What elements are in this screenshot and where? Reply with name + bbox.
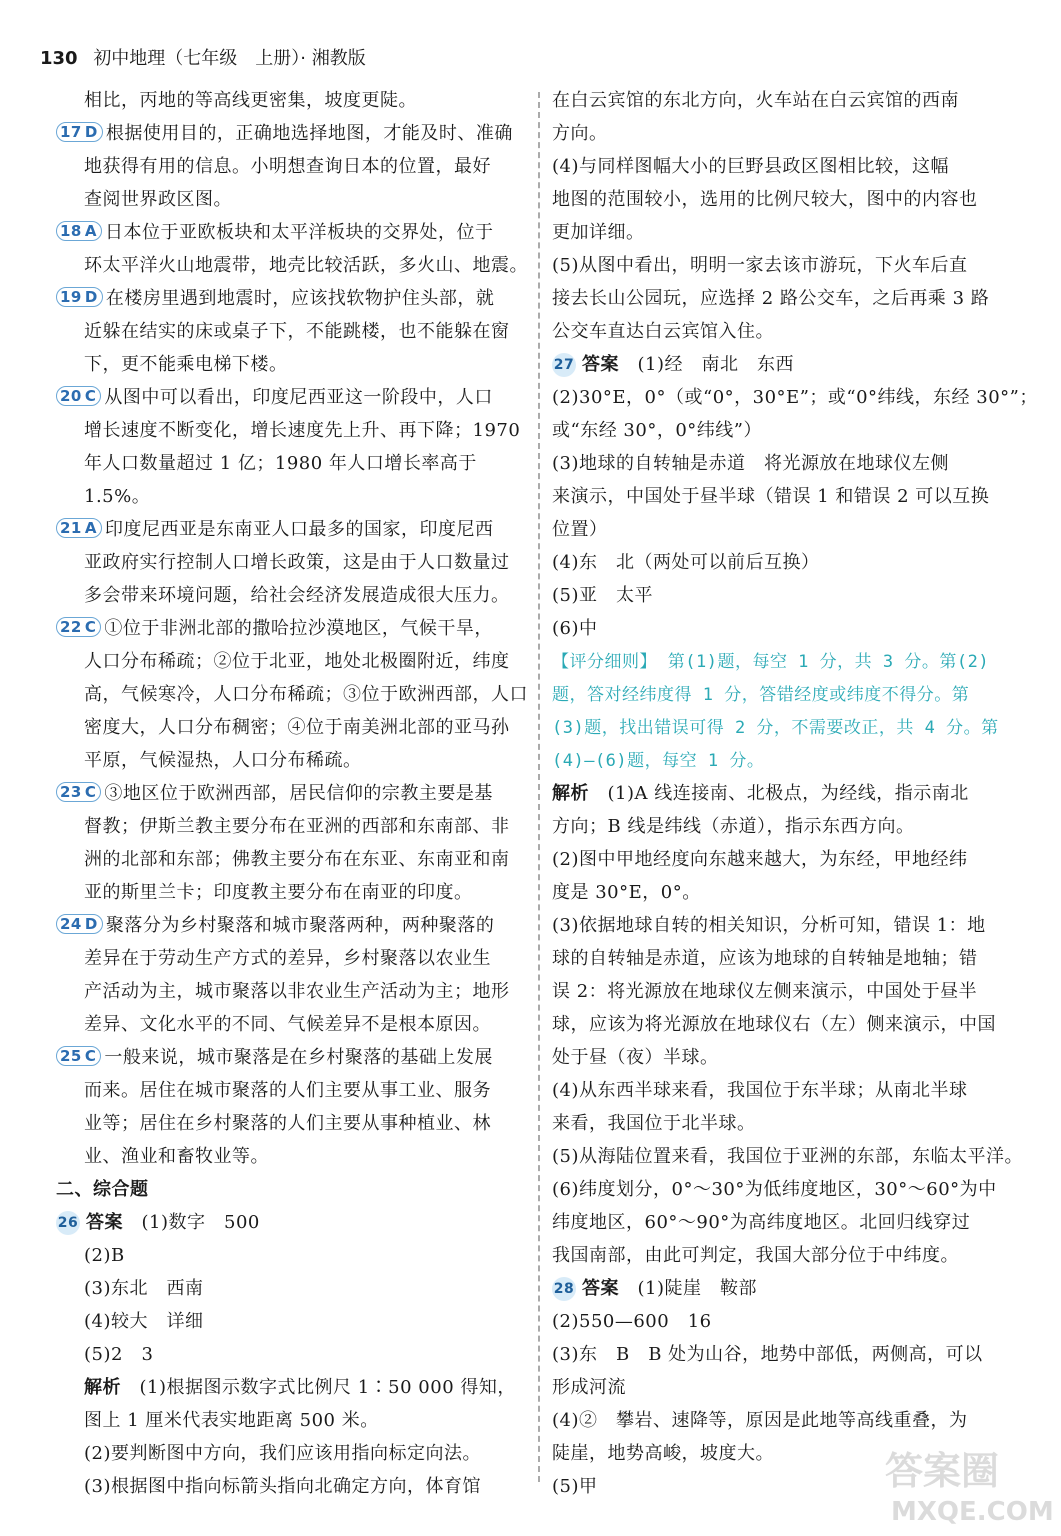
body-text: (5)甲 xyxy=(552,1476,598,1497)
text-line xyxy=(552,1305,1022,1338)
text-line xyxy=(552,975,1022,1008)
body-text: 查阅世界政区图。 xyxy=(84,189,232,210)
answer-letter: D xyxy=(84,915,98,933)
question-number-badge xyxy=(56,1046,101,1066)
body-text: 印度尼西亚是东南亚人口最多的国家，印度尼西 xyxy=(104,519,494,540)
text-line xyxy=(552,150,1022,183)
body-text: 或“东经 30°，0°纬线”） xyxy=(552,420,762,441)
body-text: 下，更不能乘电梯下楼。 xyxy=(84,354,288,375)
body-text: 近躲在结实的床或桌子下，不能跳楼，也不能躲在窗 xyxy=(84,321,510,342)
text-line xyxy=(56,84,522,117)
text-line xyxy=(56,414,522,447)
body-text: (3)根据图中指向标箭头指向北确定方向，体育馆 xyxy=(84,1476,481,1497)
body-text: (4)从东西半球来看，我国位于东半球；从南北半球 xyxy=(552,1080,968,1101)
body-text: (1)数字 500 xyxy=(123,1212,260,1233)
text-line xyxy=(552,645,1022,678)
question-number-badge xyxy=(56,221,102,241)
body-text: 日本位于亚欧板块和太平洋板块的交界处，位于 xyxy=(104,222,494,243)
section-heading: 二、综合题 xyxy=(56,1179,149,1200)
question-number-badge xyxy=(56,617,101,637)
question-number-circle: 26 xyxy=(56,1211,80,1235)
text-line xyxy=(56,1437,522,1470)
text-line xyxy=(552,381,1038,414)
body-text: 根据使用目的，正确地选择地图，才能及时、准确 xyxy=(105,123,513,144)
body-text: 度是 30°E，0°。 xyxy=(552,882,701,903)
text-line xyxy=(56,579,522,612)
body-text: (1)陡崖 鞍部 xyxy=(619,1278,757,1299)
text-line xyxy=(56,381,522,414)
body-text: 在楼房里遇到地震时，应该找软物护住头部，就 xyxy=(105,288,495,309)
body-text: 差异在于劳动生产方式的差异，乡村聚落以农业生 xyxy=(84,948,491,969)
body-text: 球的自转轴是赤道，应该为地球的自转轴是地轴；错 xyxy=(552,948,978,969)
body-text: 1.5%。 xyxy=(84,486,151,507)
body-text: (4)东 北（两处可以前后互换） xyxy=(552,552,820,573)
watermark-url: MXQE.COM xyxy=(891,1497,1054,1527)
text-line xyxy=(56,447,522,480)
text-line xyxy=(56,909,522,942)
text-line xyxy=(56,1371,522,1404)
body-text: 洲的北部和东部；佛教主要分布在东亚、东南亚和南 xyxy=(84,849,510,870)
text-line xyxy=(552,942,1022,975)
text-line xyxy=(56,1272,522,1305)
body-text: 业、渔业和畜牧业等。 xyxy=(84,1146,269,1167)
text-line xyxy=(56,216,522,249)
body-text: (5)从图中看出，明明一家去该市游玩，下火车后直 xyxy=(552,255,968,276)
body-text: (2)30°E，0°（或“0°，30°E”；或“0°纬线，东经 30°”； xyxy=(552,387,1038,408)
text-line xyxy=(552,480,1022,513)
body-text: (4)与同样图幅大小的巨野县政区图相比较，这幅 xyxy=(552,156,949,177)
answer-label: 答案 xyxy=(582,1278,619,1299)
text-line xyxy=(56,315,522,348)
body-text: (6)纬度划分，0°～30°为低纬度地区，30°～60°为中 xyxy=(552,1179,997,1200)
body-text: 陡崖，地势高峻，坡度大。 xyxy=(552,1443,774,1464)
body-text: (2)图中甲地经度向东越来越大，为东经，甲地经纬 xyxy=(552,849,968,870)
body-text: (3)依据地球自转的相关知识，分析可知，错误 1：地 xyxy=(552,915,986,936)
page-number: 130 xyxy=(40,48,78,69)
body-text: 来看，我国位于北半球。 xyxy=(552,1113,756,1134)
text-line xyxy=(552,1206,1022,1239)
text-line xyxy=(56,117,522,150)
text-line xyxy=(56,1470,522,1503)
body-text: 督教；伊斯兰教主要分布在亚洲的西部和东南部、非 xyxy=(84,816,510,837)
text-line xyxy=(56,843,522,876)
question-number-badge xyxy=(56,287,103,307)
text-line xyxy=(552,1008,1022,1041)
body-text: 聚落分为乡村聚落和城市聚落两种，两种聚落的 xyxy=(105,915,495,936)
text-line xyxy=(56,513,522,546)
text-line xyxy=(56,678,528,711)
text-line xyxy=(552,909,1022,942)
body-text: (2)550—600 16 xyxy=(552,1311,712,1332)
text-line xyxy=(56,249,528,282)
body-text: 纬度地区，60°～90°为高纬度地区。北回归线穿过 xyxy=(552,1212,971,1233)
body-text: 方向。 xyxy=(552,123,608,144)
text-line xyxy=(56,711,522,744)
body-text: (5)从海陆位置来看，我国位于亚洲的东部，东临太平洋。 xyxy=(552,1146,1023,1167)
text-line xyxy=(552,84,1022,117)
text-line xyxy=(56,183,522,216)
body-text: 处于昼（夜）半球。 xyxy=(552,1047,719,1068)
body-text: 平原，气候湿热，人口分布稀疏。 xyxy=(84,750,362,771)
text-line xyxy=(552,1107,1022,1140)
text-line xyxy=(552,315,1022,348)
body-text: 高，气候寒冷，人口分布稀疏；③位于欧洲西部，人口 xyxy=(84,684,528,705)
body-text: 图上 1 厘米代表实地距离 500 米。 xyxy=(84,1410,379,1431)
body-text: 差异、文化水平的不同、气候差异不是根本原因。 xyxy=(84,1014,491,1035)
body-text: 在白云宾馆的东北方向，火车站在白云宾馆的西南 xyxy=(552,90,959,111)
text-line xyxy=(56,282,522,315)
text-line xyxy=(56,942,522,975)
body-text: (5)2 3 xyxy=(84,1344,154,1365)
left-column xyxy=(56,84,528,1503)
scoring-rule-text: 【评分细则】 第(1)题，每空 1 分，共 3 分。第(2) xyxy=(552,652,990,672)
answer-letter: A xyxy=(84,222,97,240)
text-line xyxy=(56,1041,522,1074)
body-text: (3)东 B B 处为山谷，地势中部低，两侧高，可以 xyxy=(552,1344,983,1365)
page-header xyxy=(40,44,366,70)
body-text: 更加详细。 xyxy=(552,222,645,243)
answer-letter: D xyxy=(84,123,98,141)
watermark-logo xyxy=(881,1440,1054,1527)
text-line xyxy=(56,810,522,843)
text-line xyxy=(552,1173,1022,1206)
text-line xyxy=(552,744,1022,777)
text-line xyxy=(56,876,522,909)
body-text: 多会带来环境问题，给社会经济发展造成很大压力。 xyxy=(84,585,510,606)
body-text: 方向；B 线是纬线（赤道），指示东西方向。 xyxy=(552,816,915,837)
text-line xyxy=(552,1239,1022,1272)
text-line xyxy=(56,1338,522,1371)
body-text: 公交车直达白云宾馆入住。 xyxy=(552,321,774,342)
text-line xyxy=(552,1338,1022,1371)
question-number: 18 xyxy=(60,222,82,240)
text-line xyxy=(56,546,522,579)
question-number-circle: 28 xyxy=(552,1277,576,1301)
text-line xyxy=(552,282,1022,315)
scoring-rule-text: (3)题，找出错误可得 2 分，不需要改正，共 4 分。第 xyxy=(552,718,999,738)
body-text: 年人口数量超过 1 亿；1980 年人口增长率高于 xyxy=(84,453,477,474)
answer-label: 答案 xyxy=(86,1212,123,1233)
body-text: (2)B xyxy=(84,1245,125,1266)
text-line xyxy=(552,1404,1022,1437)
text-line xyxy=(552,810,1022,843)
text-line xyxy=(552,414,1022,447)
text-line xyxy=(552,711,1022,744)
body-text: 从图中可以看出，印度尼西亚这一阶段中，人口 xyxy=(104,387,493,408)
body-text: (5)亚 太平 xyxy=(552,585,653,606)
question-number-badge xyxy=(56,386,101,406)
text-line xyxy=(56,975,522,1008)
body-text: 误 2：将光源放在地球仪左侧来演示，中国处于昼半 xyxy=(552,981,978,1002)
question-number: 23 xyxy=(60,783,82,801)
body-text: 地获得有用的信息。小明想查询日本的位置，最好 xyxy=(84,156,491,177)
text-line xyxy=(552,249,1022,282)
question-number: 17 xyxy=(60,123,82,141)
body-text: 环太平洋火山地震带，地壳比较活跃，多火山、地震。 xyxy=(84,255,528,276)
question-number: 22 xyxy=(60,618,82,636)
column-divider xyxy=(538,92,540,1482)
scoring-rule-text: 题，答对经纬度得 1 分，答错经度或纬度不得分。第 xyxy=(552,685,970,705)
body-text: (2)要判断图中方向，我们应该用指向标定向法。 xyxy=(84,1443,481,1464)
answer-label: 解析 xyxy=(552,783,589,804)
body-text: 产活动为主，城市聚落以非农业生产活动为主；地形 xyxy=(84,981,510,1002)
book-title: 初中地理（七年级 上册）· 湘教版 xyxy=(93,48,366,69)
text-line xyxy=(56,1206,522,1239)
answer-letter: C xyxy=(84,1047,97,1065)
body-text: ①位于非洲北部的撒哈拉沙漠地区，气候干旱， xyxy=(104,618,493,639)
text-line xyxy=(552,1371,1022,1404)
body-text: (6)中 xyxy=(552,618,598,639)
text-line xyxy=(56,1074,522,1107)
body-text: 增长速度不断变化，增长速度先上升、再下降；1970 xyxy=(84,420,521,441)
text-line xyxy=(552,1041,1022,1074)
answer-label: 解析 xyxy=(84,1377,121,1398)
answer-letter: C xyxy=(84,783,97,801)
question-number-circle: 27 xyxy=(552,353,576,377)
text-line xyxy=(552,546,1022,579)
text-line xyxy=(56,1173,522,1206)
text-line xyxy=(56,348,522,381)
body-text: (4)较大 详细 xyxy=(84,1311,204,1332)
body-text: 而来。居住在城市聚落的人们主要从事工业、服务 xyxy=(84,1080,491,1101)
body-text: 亚政府实行控制人口增长政策，这是由于人口数量过 xyxy=(84,552,510,573)
text-line xyxy=(56,744,522,777)
answer-letter: C xyxy=(84,618,97,636)
question-number-badge xyxy=(56,518,102,538)
body-text: 我国南部，由此可判定，我国大部分位于中纬度。 xyxy=(552,1245,959,1266)
text-line xyxy=(56,1305,522,1338)
question-number: 21 xyxy=(60,519,82,537)
body-text: (1)A 线连接南、北极点，为经线，指示南北 xyxy=(589,783,969,804)
text-line xyxy=(56,1239,522,1272)
body-text: (1)根据图示数字式比例尺 1∶50 000 得知， xyxy=(121,1377,516,1398)
question-number-badge xyxy=(56,914,103,934)
text-line xyxy=(552,117,1022,150)
text-line xyxy=(552,348,1022,381)
watermark-text: 答案圈 xyxy=(885,1449,1000,1493)
text-line xyxy=(552,612,1022,645)
text-line xyxy=(552,1074,1022,1107)
text-line xyxy=(552,777,1022,810)
text-line xyxy=(552,183,1022,216)
body-text: 人口分布稀疏；②位于北亚，地处北极圈附近，纬度 xyxy=(84,651,510,672)
text-line xyxy=(56,1404,522,1437)
text-line xyxy=(552,1272,1022,1305)
text-line xyxy=(552,447,1022,480)
body-text: 接去长山公园玩，应选择 2 路公交车，之后再乘 3 路 xyxy=(552,288,990,309)
body-text: 一般来说，城市聚落是在乡村聚落的基础上发展 xyxy=(104,1047,493,1068)
question-number-badge xyxy=(56,122,103,142)
question-number: 20 xyxy=(60,387,82,405)
text-line xyxy=(552,513,1022,546)
text-line xyxy=(552,678,1022,711)
scoring-rule-text: (4)—(6)题，每空 1 分。 xyxy=(552,751,765,771)
body-text: (4)② 攀岩、速降等，原因是此地等高线重叠，为 xyxy=(552,1410,968,1431)
text-line xyxy=(56,612,522,645)
body-text: 位置） xyxy=(552,519,608,540)
answer-label: 答案 xyxy=(582,354,619,375)
body-text: ③地区位于欧洲西部，居民信仰的宗教主要是基 xyxy=(104,783,493,804)
body-text: 相比，丙地的等高线更密集，坡度更陡。 xyxy=(84,90,417,111)
body-text: 业等；居住在乡村聚落的人们主要从事种植业、林 xyxy=(84,1113,491,1134)
body-text: (1)经 南北 东西 xyxy=(619,354,794,375)
text-line xyxy=(552,579,1022,612)
text-line xyxy=(56,480,522,513)
text-line xyxy=(56,1008,522,1041)
text-line xyxy=(552,216,1022,249)
text-line xyxy=(552,843,1022,876)
body-text: 密度大，人口分布稠密；④位于南美洲北部的亚马孙 xyxy=(84,717,510,738)
question-number: 24 xyxy=(60,915,82,933)
question-number-badge xyxy=(56,782,101,802)
question-number: 19 xyxy=(60,288,82,306)
answer-letter: A xyxy=(84,519,97,537)
body-text: 来演示，中国处于昼半球（错误 1 和错误 2 可以互换 xyxy=(552,486,990,507)
text-line xyxy=(56,1107,522,1140)
text-line xyxy=(56,645,522,678)
body-text: (3)东北 西南 xyxy=(84,1278,204,1299)
body-text: 亚的斯里兰卡；印度教主要分布在南亚的印度。 xyxy=(84,882,473,903)
right-column xyxy=(552,84,1038,1503)
text-line xyxy=(56,1140,522,1173)
body-text: 地图的范围较小，选用的比例尺较大，图中的内容也 xyxy=(552,189,978,210)
text-line xyxy=(56,777,522,810)
text-line xyxy=(552,1140,1022,1173)
question-number: 25 xyxy=(60,1047,82,1065)
body-text: (3)地球的自转轴是赤道 将光源放在地球仪左侧 xyxy=(552,453,949,474)
body-text: 球，应该为将光源放在地球仪右（左）侧来演示，中国 xyxy=(552,1014,996,1035)
body-text: 形成河流 xyxy=(552,1377,626,1398)
answer-letter: C xyxy=(84,387,97,405)
answer-letter: D xyxy=(84,288,98,306)
text-line xyxy=(56,150,522,183)
text-line xyxy=(552,876,1022,909)
